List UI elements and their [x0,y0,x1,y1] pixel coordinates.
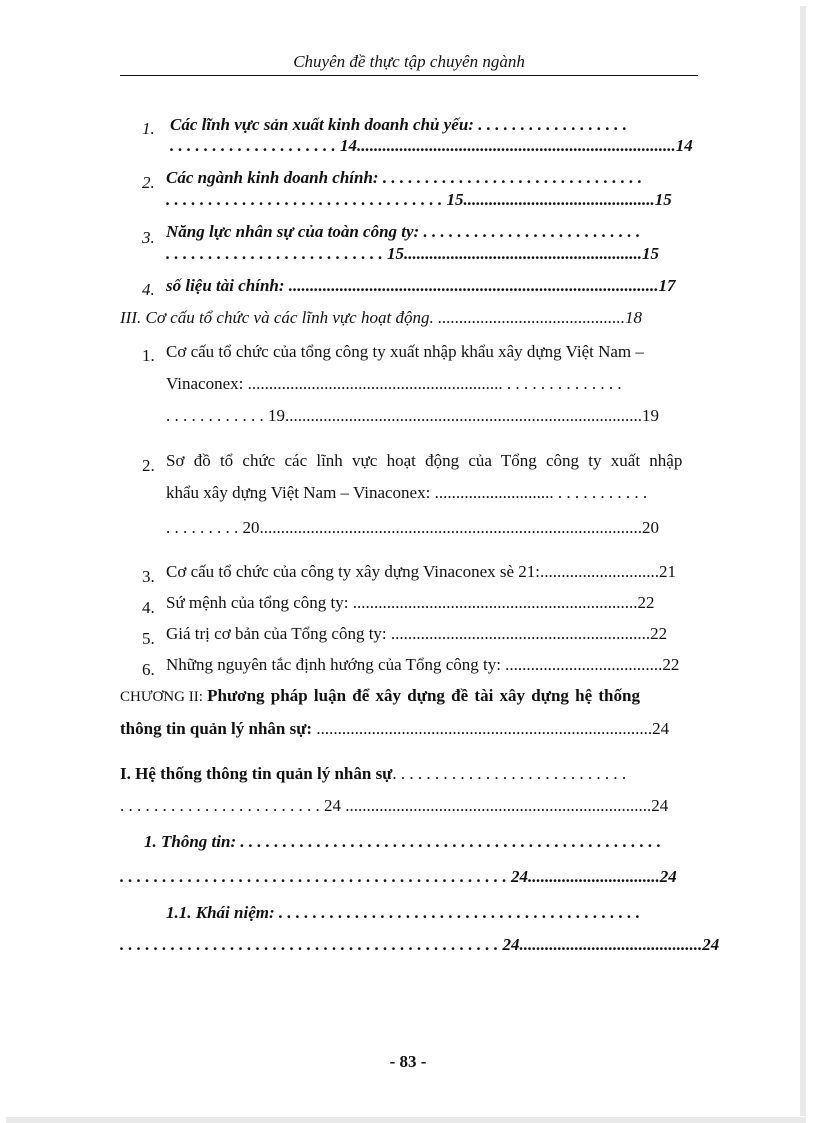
toc-number: 2. [142,173,155,192]
toc-title: Sơ đồ tổ chức các lĩnh vực hoạt động của Tổng công ty xuất nhập [166,451,683,470]
toc-title: Các lĩnh vực sản xuất kinh doanh chủ yếu: . . . . . . . . . . . . . . . . . . [170,115,627,134]
page-shadow-right [800,6,806,1116]
toc-dots: . . . . . . . . . . . . . . . . . . . . . . . . . . . . [392,764,627,783]
toc-title: Những nguyên tắc định hướng của Tổng công ty: .....................................22 [166,655,680,674]
toc-title: Cơ cấu tổ chức của tổng công ty xuất nhập khẩu xây dựng Việt Nam – [166,342,644,361]
toc-number: 3. [142,228,155,247]
toc-number: 6. [142,660,155,679]
toc-line2 [120,934,726,956]
toc-title: Năng lực nhân sự của toàn công ty: . . . . . . . . . . . . . . . . . . . . . . . . . . [166,222,641,241]
toc-chapter-line [120,685,700,708]
toc-line [120,763,700,785]
page-shadow-bottom [6,1117,806,1123]
toc-title: 1.1. Khái niệm: [166,903,275,922]
toc-dots: . . . . . . . . . . . . . . . . . . . . . . . . . . . . . . . . . . . . . . . . . . . [274,903,641,922]
toc-title: 1. Thông tin: [144,832,237,851]
toc-dots: ...............................................................................24 [312,719,670,738]
chapter-label: CHƯƠNG II: [120,689,203,705]
toc-title: Cơ cấu tổ chức của công ty xây dựng Vinaconex sè 21:............................21 [166,562,677,581]
toc-number: 3. [142,567,155,586]
toc-number: 5. [142,629,155,648]
toc-title: Sứ mệnh của tổng công ty: ...................................................................22 [166,593,655,612]
header-rule [120,75,698,76]
toc-title: Phương pháp luận để xây dựng đề tài xây dựng hệ thống [207,686,640,705]
toc-dots: . . . . . . . . . . . . . . . . . . . . . . . . . . . . . . . . . 15.............................................15 [166,190,672,209]
toc-dots: . . . . . . . . . 20..........................................................................................20 [166,518,659,537]
toc-number: 4. [142,280,155,299]
toc-title: số liệu tài chính: .......................................................................................17 [166,276,676,295]
toc-title: Các ngành kinh doanh chính: . . . . . . . . . . . . . . . . . . . . . . . . . . . . . . . [166,168,643,187]
toc-number: 1. [142,119,155,138]
toc-title-cont: thông tin quản lý nhân sự: [120,719,313,738]
toc-title: I. Hệ thống thông tin quản lý nhân sự [120,764,393,783]
toc-chapter-line2 [120,718,726,740]
toc-title: III. Cơ cấu tổ chức và các lĩnh vực hoạt động. ............................................18 [120,308,642,327]
toc-line [144,831,700,853]
toc-dots: . . . . . . . . . . . . . . . . . . . . . . . . 24 ........................................................................24 [120,796,669,815]
toc-dots: . . . . . . . . . . . . . . . . . . . . . . . . . . . . . . . . . . . . . . . . . . . . . . 24 [120,867,528,886]
toc-dots: . . . . . . . . . . . . 19....................................................................................19 [166,406,659,425]
toc-dots: . . . . . . . . . . . . . . . . . . . . 14...........................................................................14 [170,136,693,155]
page-number: - 83 - [389,1052,427,1071]
running-header: Chuyên đề thực tập chuyên ngành [293,52,525,71]
toc-title-cont: khẩu xây dựng Việt Nam – Vinaconex: ............................ . . . . . . . . . . . [166,483,648,502]
toc-dots: . . . . . . . . . . . . . . . . . . . . . . . . . . . . . . . . . . . . . . . . . . . . . . . . . . [236,832,662,851]
toc-line2 [120,866,726,888]
toc-dots: . . . . . . . . . . . . . . . . . . . . . . . . . . . . . . . . . . . . . . . . . . . . . 24 [120,935,520,954]
toc-line [166,902,700,924]
toc-dots: . . . . . . . . . . . . . . . . . . . . . . . . . . 15........................................................15 [166,244,659,263]
toc-title-cont: Vinaconex: ............................................................ . . . . . . . . . . . . . . [166,374,622,393]
toc-number: 2. [142,456,155,475]
toc-dots-tail: ...............................24 [528,867,677,886]
toc-title: Giá trị cơ bản của Tổng công ty: .............................................................22 [166,624,668,643]
toc-number: 4. [142,598,155,617]
toc-number: 1. [142,346,155,365]
toc-dots-tail: ...........................................24 [519,935,720,954]
